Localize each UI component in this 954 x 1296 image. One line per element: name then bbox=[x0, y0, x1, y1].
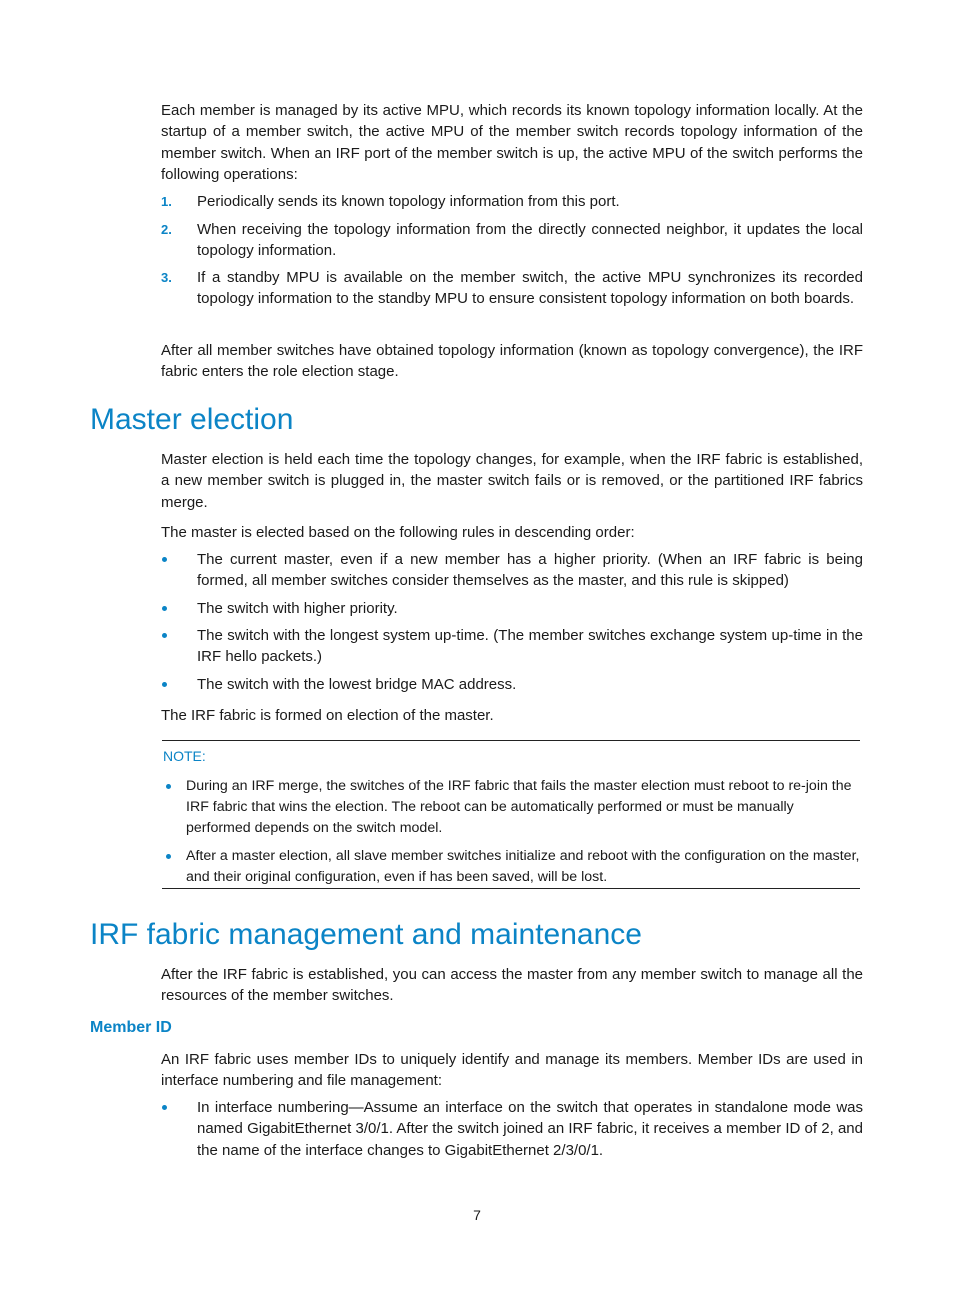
step-text: When receiving the topology information from the directly connected neighbor, it updates the local topology information. bbox=[197, 221, 863, 260]
step-3 bbox=[161, 267, 863, 333]
member-id-bullet bbox=[161, 1097, 863, 1163]
election-rules-intro: The master is elected based on the following rules in descending order: bbox=[161, 524, 635, 541]
bullet-icon bbox=[166, 784, 171, 789]
bullet-icon bbox=[162, 1105, 167, 1110]
master-election-paragraph: Master election is held each time the topology changes, for example, when the IRF fabric is established, a new member switch is plugged in, the master switch fails or is removed, or the partitioned IRF fabrics merge. bbox=[161, 451, 863, 511]
rule-item bbox=[161, 549, 863, 593]
rule-text: The switch with the lowest bridge MAC address. bbox=[197, 676, 517, 693]
step-text: Periodically sends its known topology information from this port. bbox=[197, 193, 620, 210]
bullet-icon bbox=[166, 854, 171, 859]
bullet-text: In interface numbering—Assume an interface on the switch that operates in standalone mode was named GigabitEthernet 3/0/1. After the switch joined an IRF fabric, it receives a member ID of 2, and the name of the interface changes to GigabitEthernet 2/3/0/1. bbox=[197, 1099, 863, 1159]
step-2 bbox=[161, 219, 863, 263]
member-id-paragraph: An IRF fabric uses member IDs to uniquely identify and manage its members. Member IDs are used in interface numbering and file management: bbox=[161, 1051, 863, 1090]
step-text: If a standby MPU is available on the member switch, the active MPU synchronizes its recorded topology information to the standby MPU to ensure consistent topology information on both boards. bbox=[197, 269, 863, 308]
rule-text: The switch with the longest system up-time. (The member switches exchange system up-time in the IRF hello packets.) bbox=[197, 627, 863, 666]
rule-item bbox=[161, 598, 863, 620]
management-heading: IRF fabric management and maintenance bbox=[90, 918, 642, 951]
bullet-icon bbox=[162, 606, 167, 611]
bullet-icon bbox=[162, 682, 167, 687]
intro-closing-paragraph: After all member switches have obtained topology information (known as topology convergence), the IRF fabric enters the role election stage. bbox=[161, 342, 863, 381]
note-box bbox=[162, 740, 860, 889]
bullet-icon bbox=[162, 557, 167, 562]
election-closing-paragraph: The IRF fabric is formed on election of the master. bbox=[161, 707, 494, 724]
bullet-icon bbox=[162, 633, 167, 638]
note-text: During an IRF merge, the switches of the IRF fabric that fails the master election must reboot to re-join the IRF fabric that wins the election. The reboot can be automatically performed or must be manually performed depends on the switch model. bbox=[186, 778, 852, 836]
rule-item bbox=[161, 625, 863, 669]
note-label: NOTE: bbox=[163, 748, 206, 764]
management-paragraph: After the IRF fabric is established, you can access the master from any member switch to manage all the resources of the member switches. bbox=[161, 966, 863, 1005]
member-id-heading: Member ID bbox=[90, 1019, 172, 1036]
intro-paragraph: Each member is managed by its active MPU, which records its known topology information locally. At the startup of a member switch, the active MPU of the member switch records topology information of the member switch. When an IRF port of the member switch is up, the active MPU of the switch performs the following operations: bbox=[161, 102, 863, 183]
page-number: 7 bbox=[473, 1207, 481, 1223]
rule-text: The switch with higher priority. bbox=[197, 600, 398, 617]
rule-text: The current master, even if a new member has a higher priority. (When an IRF fabric is being formed, all member switches consider themselves as the master, and this rule is skipped) bbox=[197, 551, 863, 590]
step-number: 3. bbox=[161, 270, 172, 285]
master-election-heading: Master election bbox=[90, 403, 294, 436]
step-number: 1. bbox=[161, 194, 172, 209]
note-item bbox=[162, 846, 860, 888]
note-item bbox=[162, 776, 860, 840]
rule-item bbox=[161, 674, 863, 696]
note-text: After a master election, all slave member switches initialize and reboot with the configuration on the master, and their original configuration, even if has been saved, will be lost. bbox=[186, 848, 860, 885]
step-1 bbox=[161, 191, 863, 213]
step-number: 2. bbox=[161, 222, 172, 237]
